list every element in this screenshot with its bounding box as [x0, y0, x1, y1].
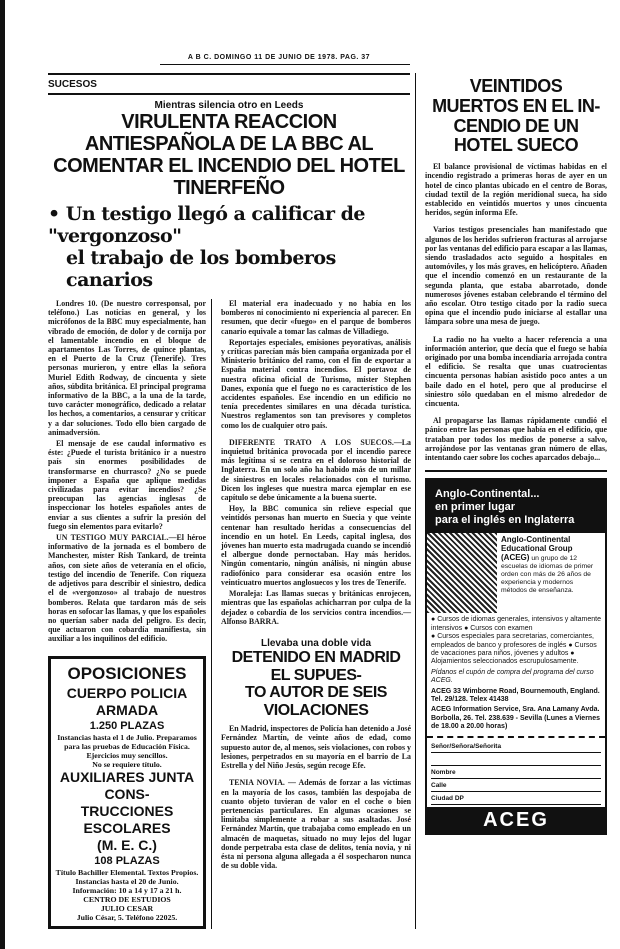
ad-text: Instancias hasta el 1 de Julio. Preparamos para las pruebas de Educación Física. [57, 732, 197, 751]
ad-text: Ejercicios muy sencillos. [86, 750, 168, 760]
aceg-logo: ACEG [427, 807, 605, 833]
subhead-line: • Un testigo llegó a calificar de "vergonzoso" [48, 203, 365, 247]
coupon-field-title[interactable]: Señor/Señora/Señorita [431, 740, 601, 753]
ad-request: Pídanos el cupón de compra del programa del curso ACEG. [431, 668, 594, 685]
ad-bullet-text: Cursos de idiomas generales, intensivos y altamente intensivos ● Cursos con examen [431, 616, 601, 632]
story3-body [425, 162, 607, 462]
ad-aceg [425, 478, 607, 834]
story2-kicker: Llevaba una doble vida [260, 637, 372, 649]
paragraph: TENIA NOVIA. — Además de forzar a las víctimas en la mayoría de los casos, también las despojaba de cuanto objeto tuvieran de valor en el coche o bien pertenencias particulares. En algunas ocasiones se limitaba simplemente a robar a sus asaltadas. José Fernández Martín, que trabajaba como empleado en un almacén de maquetas, situado no muy lejos del lugar donde perpetraba esta clase de delitos, tenía novia, y ni ésta ni persona alguna allegada a él sospecharon nunca de su doble vida. [221, 778, 411, 871]
story3-headline: CENDIO DE UN HOTEL SUECO [453, 115, 579, 156]
paragraph: Varios testigos presenciales han manifestado que algunos de los heridos sufrieron fracturas al arrojarse por las ventanas del edificio para escapar a las llamas, siendo trasladados acto seguido a hospitales en automóviles, y los más graves, en helicóptero. Añaden que el incendio comenzó en un restaurante de la segunda planta, que estaba abarrotado, donde numerosos jóvenes estaban celebrando el término del año escolar. Otro testigo citado por la radio sueca opina que el incendio pudo iniciarse al estallar una lámpara sobre una mesa de juego. [425, 225, 607, 327]
ad-subtitle: CUERPO POLICIA ARMADA [66, 684, 188, 718]
article-column-2 [221, 299, 411, 626]
story3-headline: VEINTIDOS MUERTOS EN EL IN- [432, 76, 600, 116]
article-columns [48, 299, 410, 929]
ad-headline [427, 480, 605, 533]
story2-headline: DETENIDO EN MADRID EL SUPUES- [231, 648, 401, 684]
paragraph: En Madrid, inspectores de Policía han detenido a José Fernández Martín, de veinte años de edad, como supuesto autor de, al menos, seis violaciones, con robos y lesiones, perpetrados en su mayoría en el barrio de La Estrella y del Niño Jesús, según recoge Efe. [221, 724, 411, 771]
divider [425, 470, 607, 472]
column-rule [415, 73, 416, 929]
headline-line: VIRULENTA REACCION ANTIESPAÑOLA DE LA BBC AL [84, 111, 374, 155]
story2-headline: TO AUTOR DE SEIS VIOLACIONES [245, 684, 387, 719]
ad-text: CENTRO DE ESTUDIOS [83, 894, 171, 904]
headline-line: COMENTAR EL INCENDIO DEL HOTEL TINERFEÑO [53, 155, 405, 199]
page-body [48, 73, 606, 929]
paragraph: El mensaje de ese caudal informativo es éste: ¿Puede el turista británico ir a nuestro país sin enormes posibilidades de transformarse en churrasco? ¿No se puede imponer a España que aplique medidas civilizadas para evitar incendios? ¿Se preocupan las agencias inglesas de inspeccionar los hoteles españoles antes de enviar a sus clientes a sufrir la presión del fuego sin elementos para evitarlo? [48, 439, 206, 531]
coupon-field-city[interactable]: Ciudad DP [431, 792, 601, 805]
divider [160, 64, 410, 65]
coupon-field-street[interactable]: Calle [431, 779, 601, 792]
kicker: Mientras silencia otro en Leeds [154, 100, 304, 111]
paragraph: Hoy, la BBC comunica sin relieve especial que veintidós personas han muerto en Suecia y que veinte centenar han resultado heridas a consecuencias del incendio en un hotel. En Leeds, capital inglesa, dos jóvenes han muerto esta madrugada cuando se incendió el albergue donde pernoctaban. Hay más heridos. Ningún comentario, ningún análisis, ni ningún abuse radiofónico para considerar esa ocasión entre los veinticuatro muertos anglosuecos y los tres de Tenerife. [221, 504, 411, 587]
subhead-line: el trabajo de los bomberos canarios [66, 247, 336, 291]
ad-headline-line: en primer lugar [435, 501, 516, 514]
ad-subtitle: (M. E. C.) [97, 836, 157, 853]
right-column [421, 73, 607, 929]
article-column-1-wrap [48, 299, 206, 929]
paragraph: Moraleja: Las llamas suecas y británicas enrojecen, mientras que las españolas achicharran por culpa de la dejadez o cobardía de los servicios contra incendios.—Alfonso BARRA. [221, 589, 411, 626]
section-label: SUCESOS [48, 79, 97, 90]
ad-subtitle: TRUCCIONES ESCOLARES [80, 802, 174, 836]
paragraph: Londres 10. (De nuestro corresponsal, por teléfono.) Las noticias en general, y los micrófonos de la BBC muy especialmente, han vibrado de emoción, de dolor y de cornija por el lamentable incendio en el bloque de apartamentos Las Torres, de quince plantas, en el Puerto de la Cruz (Tenerife). Tres personas murieron, y entre ellas la señora Muriel Edith Rodway, de cincuenta y siete años, súbdita británica. El principal programa informativo de la BBC, a la una de la tarde, tuvo carácter monográfico, dedicado a relatar los hechos, a comentarios, a censurar y criticar y a dar soluciones. Todo ello bien cargado de animadversión. [48, 299, 206, 437]
paragraph: La radio no ha vuelto a hacer referencia a una información anterior, que decía que el fuego se había originado por una bomba incendiaria arrojada contra el edificio. Se resalta que unas cuatrocientas cincuenta personas habían asistido poco antes a un baile dado en el hotel, pero que al producirse el siniestro sólo quedaban en el mismo alrededor de cincuenta. [425, 334, 607, 409]
ad-text: No se requiere título. [92, 759, 162, 769]
paragraph: El material era inadecuado y no había en los bomberos ni conocimiento ni experiencia al parecer. En resumen, que decir «fuego» en el parque de bomberos canario equivale a tomar las calmas de Villadiego. [221, 299, 411, 336]
ad-plazas: 108 PLAZAS [94, 854, 160, 867]
ad-text: Título Bachiller Elemental. Textos Propios. [55, 867, 199, 877]
ad-text: JULIO CESAR [100, 903, 154, 913]
ad-text: Información: 10 a 14 y 17 a 21 h. [72, 885, 182, 895]
ad-plazas: 1.250 PLAZAS [89, 719, 165, 732]
ad-address: ACEG 33 Wimborne Road, Bournemouth, England. Tel. 29/128. Telex 41438 [431, 687, 600, 703]
ad-bullet: ● Cursos especiales para secretarias, comerciantes, empleados de banco y profesores de inglés ● Cursos de vacaciones para niños, jóvenes y adultos ● Alojamientos seleccionados escrupulosamente. [431, 633, 597, 666]
ad-text: Instancias hasta el 20 de Junio. [75, 876, 179, 886]
ad-headline-line: Anglo-Continental... [435, 488, 540, 501]
article-column-1 [48, 299, 206, 644]
page-folio: A B C. DOMINGO 11 DE JUNIO DE 1978. PAG. 37 [187, 54, 371, 61]
ad-bullet-text: Cursos especiales para secretarias, comerciantes, empleados de banco y profesores de inglés ● Cursos de vacaciones para niños, jóvenes y adultos ● Alojamientos seleccionados escrupulosamente. [431, 633, 597, 666]
paragraph: Reportajes especiales, emisiones peyorativas, análisis y críticas parecían más bien campaña organizada por el Ministerio británico del ramo, con el fin de exportar a España material contra incendios. El portavoz de nuestra oficina oficial de Turismo, míster Stephen Danes, exponía que el fuego no es característico de los accidentes españoles. Ese incendio en un edificio no tenía precedentes similares en una década turística. Nuestros reglamentos son tan previsores y completos como los de cualquier otro país. [221, 337, 411, 430]
ad-intro-text: un grupo de 12 escuelas de idiomas de primer orden con más de 26 años de experiencia y modernos métodos de enseñanza. [501, 555, 594, 595]
paragraph: UN TESTIGO MUY PARCIAL.—El héroe informativo de la jornada es el bombero de Manchester, míster Rish Tankard, de treinta años, con siete años de veteranía en el oficio, testigo del incendio de Tenerife. Con riqueza de adjetivos para describir el siniestro, dedica el de «vergonzoso» al trabajo de nuestros bomberos. Relata que tardaron más de seis horas en sofocar las llamas, y que los españoles no querían saber nada del peligro. Es decir, que actuaron con cobardía manifiesta, sin auxiliar a los inquilinos del edificio. [48, 533, 206, 644]
story2-body [221, 724, 411, 870]
main-story-region [48, 73, 410, 929]
paragraph: DIFERENTE TRATO A LOS SUECOS.—La inquietud británica provocada por el incendio parece más legítima si se centra en el doloroso historial de Inglaterra. En un solo año ha habido más de un millar de siniestros en locales relacionados con el turismo. Dicen los ingleses que nuestra marca ejemplar en ese capítulo se debe únicamente a la buena suerte. [221, 437, 411, 503]
paragraph: El balance provisional de víctimas habidas en el incendio registrado a primeras horas de ayer en un hotel de cinco plantas ubicado en el centro de Boras, ciudad textil de la región meridional sueca, ha sido establecido en veintidós muertos y unos cincuenta heridos, según informa Efe. [425, 162, 607, 218]
ad-intro [427, 533, 605, 613]
ad-bullet: ● Cursos de idiomas generales, intensivos y altamente intensivos ● Cursos con examen [431, 616, 601, 632]
column-rule [211, 299, 212, 929]
coupon-field-blank[interactable] [431, 753, 601, 766]
divider [48, 93, 410, 95]
paragraph: Al propagarse las llamas rápidamente cundió el pánico entre las personas que había en el edificio, que trataban por todos los medios de ponerse a salvo, arrojándose por las ventanas gran número de ellas, intentando caer sobre los coches aparcados debajo... [425, 416, 607, 463]
ad-oposiciones [48, 656, 206, 929]
ad-text: Julio César, 5. Teléfono 22025. [76, 912, 178, 922]
ad-subtitle: AUXILIARES JUNTA CONS- [59, 768, 195, 802]
ad-address: ACEG Information Service, Sra. Ana Lamany Avda. Borbolla, 26. Tel. 238.639 - Sevilla (Lunes a Viernes de 18.00 a 20.00 horas) [431, 706, 600, 731]
coupon-form [427, 736, 605, 807]
ad-intro-bold: Anglo-Continental Educational Group (ACEG) [501, 535, 573, 563]
ad-headline-line: para el inglés en Inglaterra [435, 514, 575, 527]
ad-photo [427, 533, 497, 613]
article-column-2-wrap [217, 299, 411, 929]
ad-title: OPOSICIONES [67, 663, 187, 683]
coupon-field-name[interactable]: Nombre [431, 766, 601, 779]
